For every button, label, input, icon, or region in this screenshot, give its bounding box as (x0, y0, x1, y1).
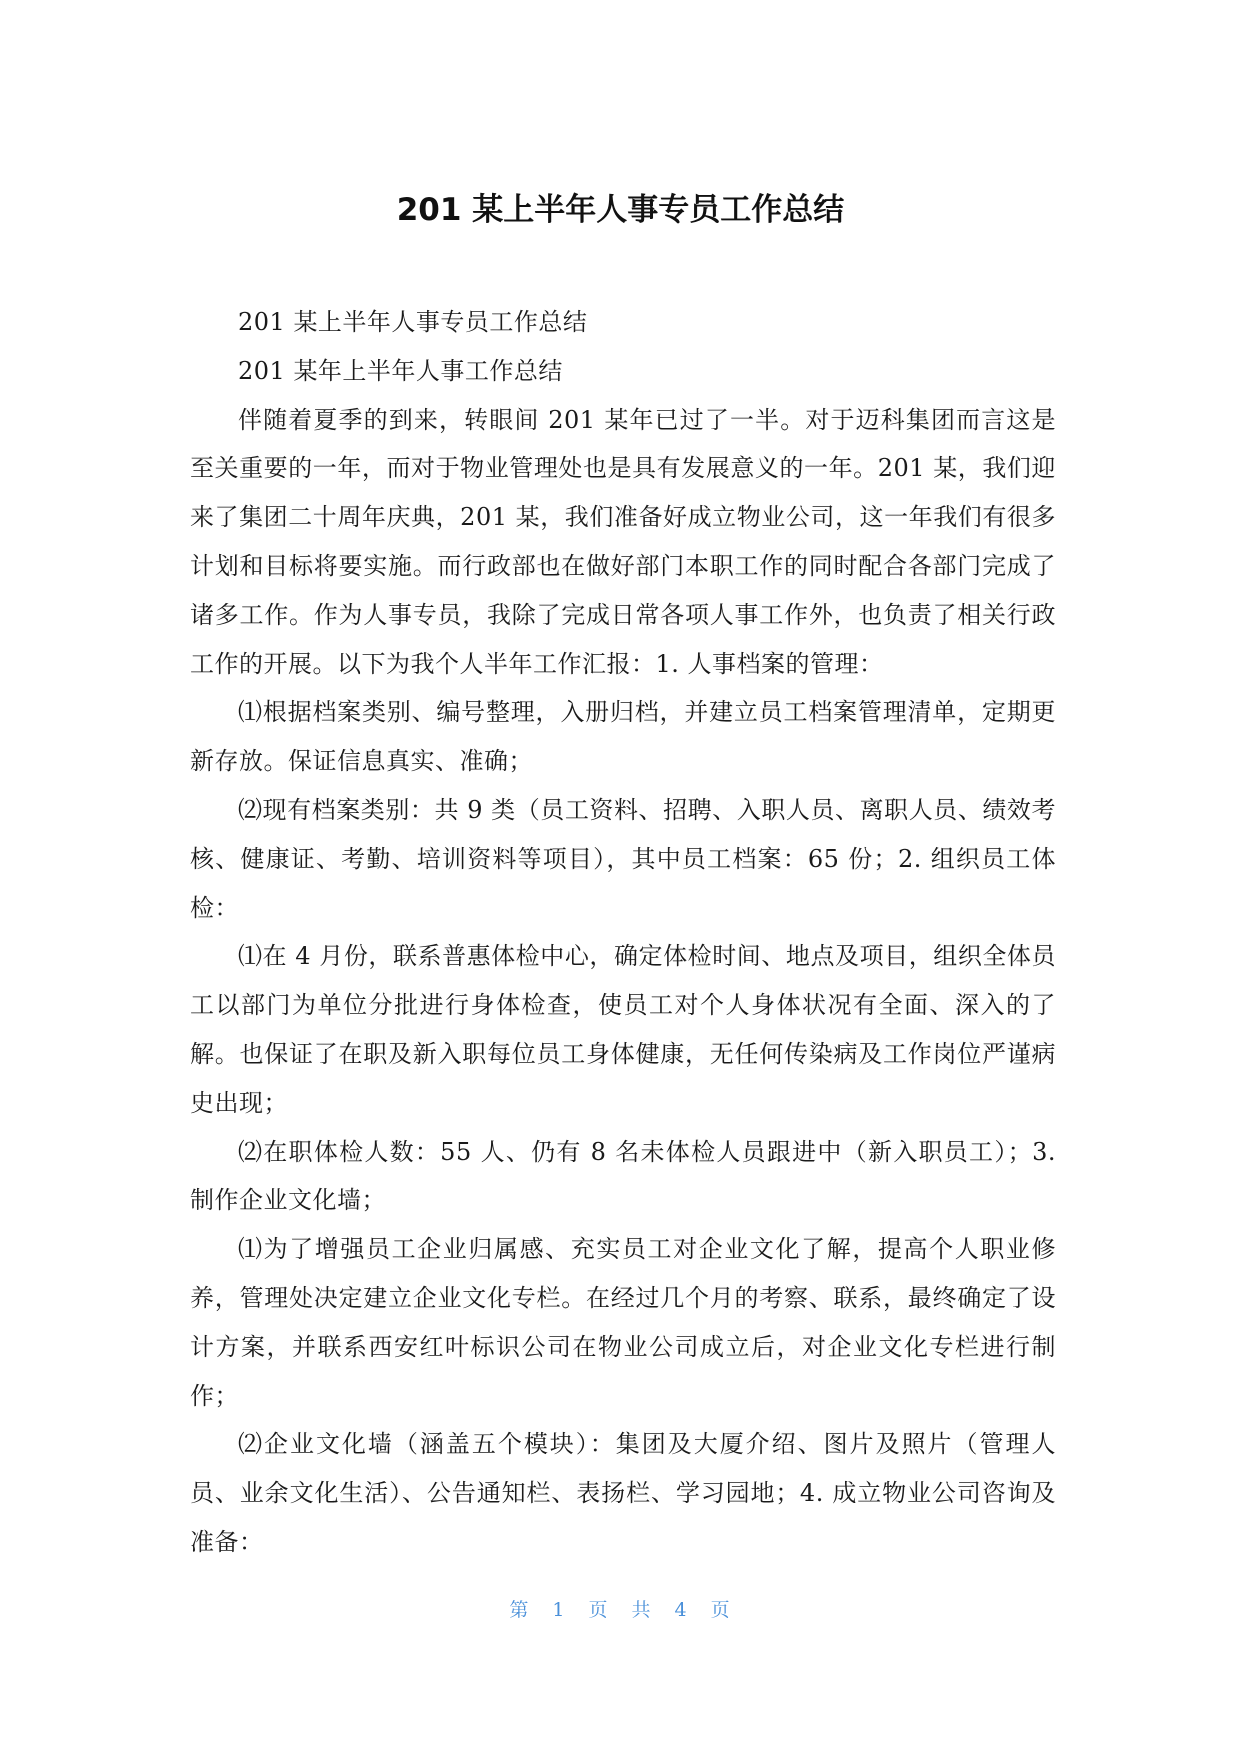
paragraph-culture-wall-item-1: ⑴为了增强员工企业归属感、充实员工对企业文化了解，提高个人职业修养，管理处决定建立企业文化专栏。在经过几个月的考察、联系，最终确定了设计方案，并联系西安红叶标识公司在物业公司成立后，对企业文化专栏进行制作； (190, 1235, 1056, 1410)
document-title: 201 某上半年人事专员工作总结 (396, 192, 845, 228)
paragraph-archive-item-2: ⑵现有档案类别：共 9 类（员工资料、招聘、入职人员、离职人员、绩效考核、健康证、考勤、培训资料等项目），其中员工档案：65 份；2. 组织员工体检： (190, 795, 1056, 922)
paragraph-archive-item-1: ⑴根据档案类别、编号整理，入册归档，并建立员工档案管理清单，定期更新存放。保证信息真实、准确； (190, 698, 1056, 776)
paragraph-culture-wall-item-2: ⑵企业文化墙（涵盖五个模块）：集团及大厦介绍、图片及照片（管理人员、业余文化生活）、公告通知栏、表扬栏、学习园地；4. 成立物业公司咨询及准备： (190, 1430, 1056, 1556)
paragraph-introduction: 伴随着夏季的到来，转眼间 201 某年已过了一半。对于迈科集团而言这是至关重要的一年，而对于物业管理处也是具有发展意义的一年。201 某，我们迎来了集团二十周年庆典，201 某，我们准备好成立物业公司，这一年我们有很多计划和目标将要实施。而行政部也在做好部门本职工作的同时配合各部门完成了诸多工作。作为人事专员，我除了完成日常各项人事工作外，也负责了相关行政工作的开展。以下为我个人半年工作汇报：1. 人事档案的管理： (190, 405, 1056, 678)
paragraph-checkup-item-2: ⑵在职体检人数：55 人、仍有 8 名未体检人员跟进中（新入职员工）；3. 制作企业文化墙； (190, 1137, 1056, 1215)
paragraph-subtitle-2: 201 某年上半年人事工作总结 (238, 356, 563, 385)
page-number-footer: 第 1 页 共 4 页 (509, 1599, 732, 1621)
document-body (190, 298, 1056, 1567)
paragraph-subtitle-1: 201 某上半年人事专员工作总结 (238, 308, 588, 336)
paragraph-checkup-item-1: ⑴在 4 月份，联系普惠体检中心，确定体检时间、地点及项目，组织全体员工以部门为单位分批进行身体检查，使员工对个人身体状况有全面、深入的了解。也保证了在职及新入职每位员工身体健康，无任何传染病及工作岗位严谨病史出现； (190, 942, 1056, 1117)
